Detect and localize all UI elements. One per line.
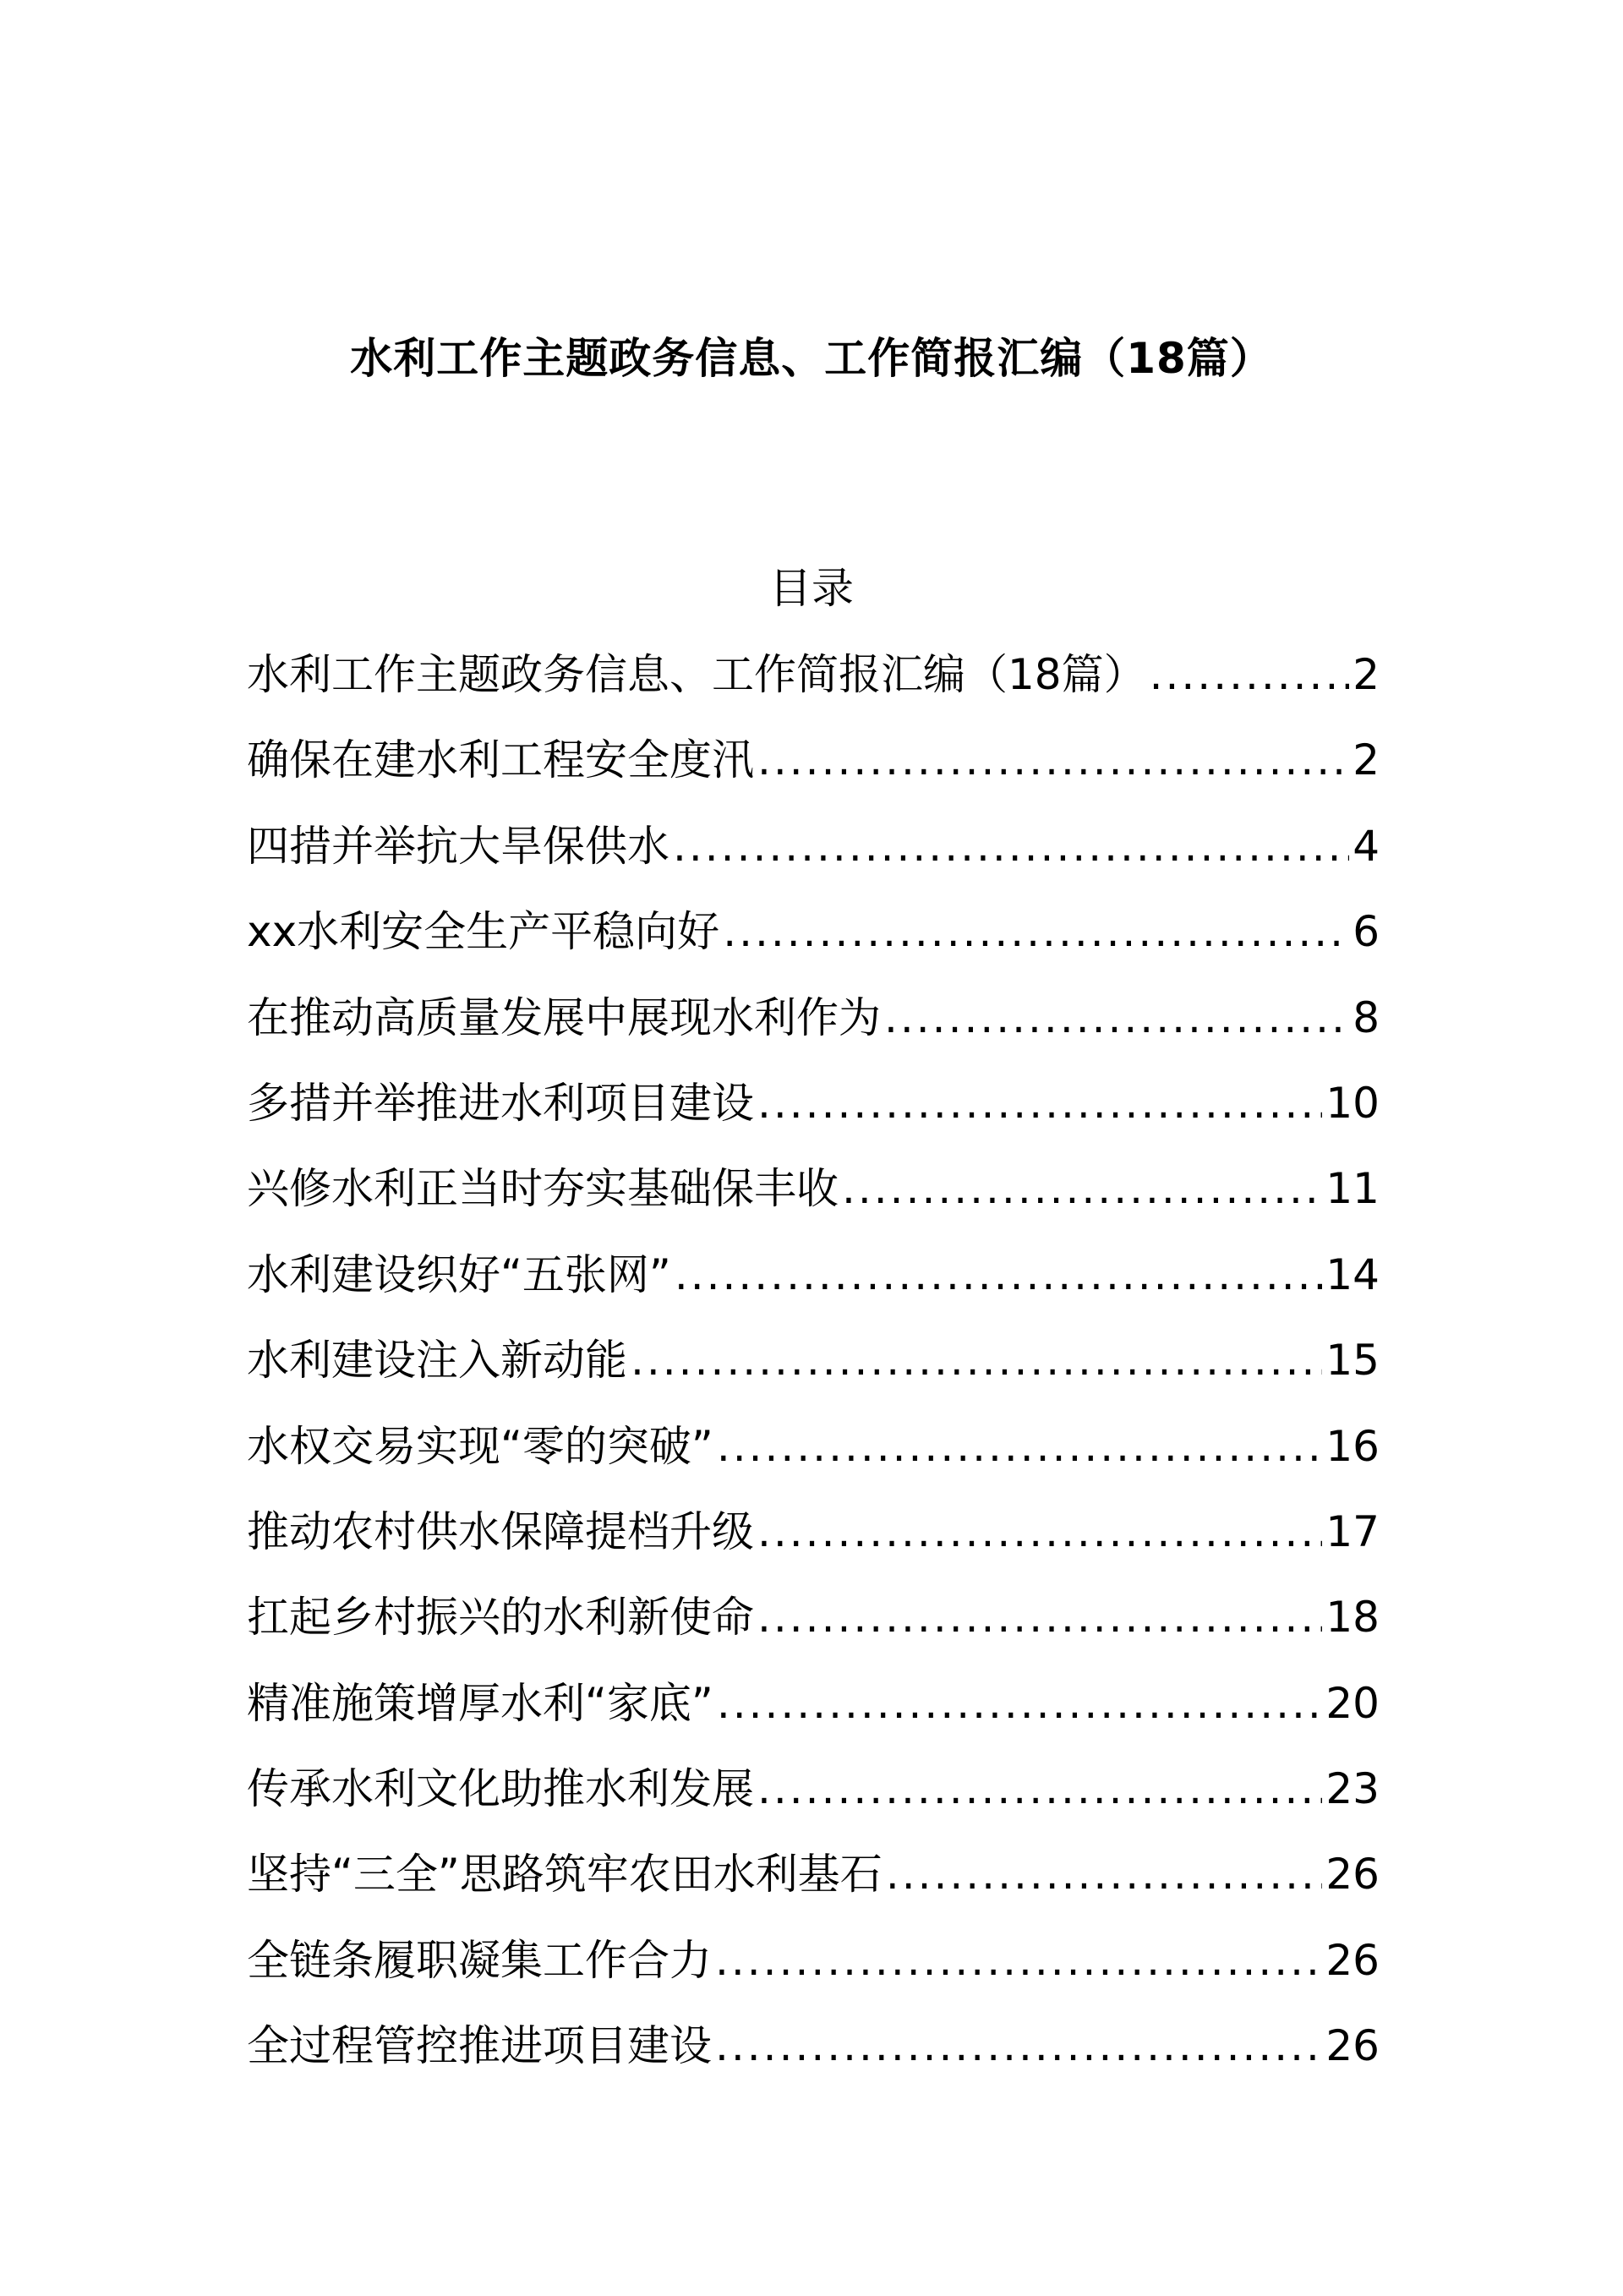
toc-entry[interactable] <box>247 816 1380 901</box>
toc-dot-leader <box>715 2015 1322 2076</box>
toc-heading: 目录 <box>769 564 854 613</box>
toc-entry-page-number: 15 <box>1325 1336 1380 1386</box>
toc-dot-leader <box>717 1416 1323 1477</box>
toc-entry[interactable] <box>247 1416 1380 1501</box>
toc-entry-title: 水利建设织好“五张网” <box>247 1249 671 1299</box>
toc-dot-leader <box>675 1244 1323 1305</box>
toc-entry[interactable] <box>247 1587 1380 1672</box>
toc-entry-title: 扛起乡村振兴的水利新使命 <box>247 1593 754 1643</box>
toc-entry[interactable] <box>247 1673 1380 1758</box>
toc-entry-page-number: 26 <box>1325 2021 1380 2071</box>
toc-dot-leader <box>715 1930 1322 1991</box>
toc-entry[interactable] <box>247 1158 1380 1244</box>
toc-entry-page-number: 2 <box>1352 650 1380 699</box>
toc-entry[interactable] <box>247 2015 1380 2101</box>
toc-entry-page-number: 6 <box>1352 907 1380 957</box>
toc-entry-title: 水利建设注入新动能 <box>247 1336 627 1386</box>
toc-dot-leader <box>886 1844 1323 1905</box>
toc-entry-title: 全链条履职凝集工作合力 <box>247 1935 712 1985</box>
toc-entry-title: 推动农村供水保障提档升级 <box>247 1506 754 1556</box>
toc-entry-page-number: 4 <box>1352 821 1380 871</box>
toc-entry-page-number: 11 <box>1325 1164 1380 1214</box>
toc-dot-leader <box>1150 644 1350 705</box>
toc-dot-leader <box>757 1758 1322 1819</box>
toc-entry[interactable] <box>247 1758 1380 1844</box>
toc-entry-page-number: 16 <box>1325 1421 1380 1471</box>
toc-dot-leader <box>757 1073 1322 1134</box>
toc-entry[interactable] <box>247 1844 1380 1929</box>
toc-entry-title: 坚持“三全”思路筑牢农田水利基石 <box>247 1850 883 1900</box>
toc-dot-leader <box>757 730 1349 790</box>
table-of-contents <box>247 644 1380 2102</box>
toc-entry-page-number: 8 <box>1352 992 1380 1042</box>
toc-entry[interactable] <box>247 987 1380 1073</box>
toc-dot-leader <box>631 1330 1322 1391</box>
document-title: 水利工作主题政务信息、工作简报汇编（18篇） <box>350 334 1273 383</box>
toc-entry[interactable] <box>247 644 1380 730</box>
toc-entry-title: 确保在建水利工程安全度汛 <box>247 735 754 785</box>
toc-entry-page-number: 18 <box>1325 1593 1380 1643</box>
toc-entry-title: 在推动高质量发展中展现水利作为 <box>247 992 881 1042</box>
toc-dot-leader <box>884 987 1349 1048</box>
toc-dot-leader <box>717 1673 1323 1734</box>
toc-entry-title: xx水利安全生产平稳向好 <box>247 907 720 957</box>
toc-entry-title: 水利工作主题政务信息、工作简报汇编（18篇） <box>247 650 1146 699</box>
toc-entry[interactable] <box>247 730 1380 815</box>
toc-entry[interactable] <box>247 1501 1380 1587</box>
toc-entry-title: 多措并举推进水利项目建设 <box>247 1078 754 1128</box>
toc-entry[interactable] <box>247 1930 1380 2015</box>
toc-dot-leader <box>723 901 1349 962</box>
toc-entry-title: 水权交易实现“零的突破” <box>247 1421 713 1471</box>
toc-entry-page-number: 2 <box>1352 735 1380 785</box>
toc-entry-page-number: 17 <box>1325 1506 1380 1556</box>
toc-entry[interactable] <box>247 1073 1380 1158</box>
toc-dot-leader <box>757 1587 1322 1648</box>
toc-entry-title: 四措并举抗大旱保供水 <box>247 821 669 871</box>
toc-dot-leader <box>673 816 1349 877</box>
toc-entry[interactable] <box>247 1330 1380 1415</box>
toc-entry-page-number: 14 <box>1325 1249 1380 1299</box>
toc-entry-title: 传承水利文化助推水利发展 <box>247 1764 754 1814</box>
toc-entry-page-number: 23 <box>1325 1764 1380 1814</box>
toc-entry-title: 精准施策增厚水利“家底” <box>247 1678 713 1728</box>
toc-entry-page-number: 10 <box>1325 1078 1380 1128</box>
toc-entry[interactable] <box>247 1244 1380 1330</box>
toc-dot-leader <box>757 1501 1322 1562</box>
toc-entry-page-number: 20 <box>1325 1678 1380 1728</box>
toc-entry-title: 全过程管控推进项目建设 <box>247 2021 712 2071</box>
toc-entry[interactable] <box>247 901 1380 987</box>
toc-entry-title: 兴修水利正当时夯实基础保丰收 <box>247 1164 839 1214</box>
toc-entry-page-number: 26 <box>1325 1935 1380 1985</box>
toc-dot-leader <box>842 1158 1322 1219</box>
toc-entry-page-number: 26 <box>1325 1850 1380 1900</box>
